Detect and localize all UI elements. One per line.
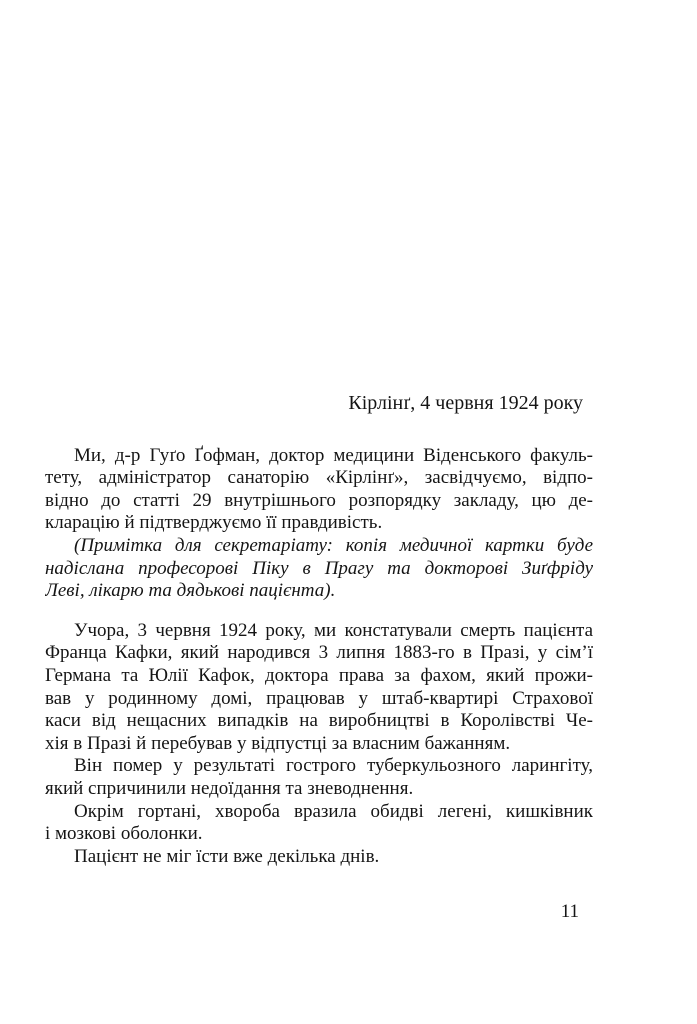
text-line: Германа та Юлії Кафок, доктора права за фахом, який прожи- [45, 664, 593, 686]
text-line: кларацію й підтверджуємо її правдивість. [45, 512, 383, 534]
page-number: 11 [560, 901, 579, 922]
body-text [45, 445, 593, 869]
paragraph [45, 535, 593, 603]
text-line: Він помер у результаті гострого туберкульозного ларингіту, [74, 755, 593, 777]
text-column [45, 392, 593, 868]
text-line: тету, адміністратор санаторію «Кірлінґ», засвідчуємо, відпо- [45, 467, 593, 489]
paragraph [45, 620, 593, 756]
text-line: Учора, 3 червня 1924 року, ми констатували смерть пацієнта [74, 619, 593, 641]
text-line: (Примітка для секретаріату: копія медичної картки буде [74, 534, 593, 556]
text-line: Леві, лікарю та дядькові пацієнта). [45, 580, 336, 602]
text-line: який спричинили недоїдання та зневоднення. [45, 777, 414, 799]
dateline: Кірлінґ, 4 червня 1924 року [348, 392, 583, 414]
paragraph [45, 755, 593, 800]
paragraph [45, 801, 593, 846]
text-line: Пацієнт не міг їсти вже декілька днів. [74, 845, 380, 867]
paragraph [45, 445, 593, 535]
text-line: Окрім гортані, хвороба вразила обидві легені, кишківник [74, 800, 593, 822]
text-line: надіслана професорові Піку в Прагу та докторові Зиґфріду [45, 557, 593, 579]
text-line: Ми, д-р Гуґо Ґофман, доктор медицини Віденського факуль- [74, 444, 593, 466]
text-line: Франца Кафки, який народився 3 липня 1883-го в Празі, у сім’ї [45, 642, 593, 664]
text-line: вав у родинному домі, працював у штаб-квартирі Страхової [45, 687, 593, 709]
paragraph [45, 846, 593, 869]
text-line: відно до статті 29 внутрішнього розпорядку закладу, цю де- [45, 489, 593, 511]
text-line: і мозкові оболонки. [45, 823, 203, 845]
text-line: каси від нещасних випадків на виробництві в Королівстві Че- [45, 710, 593, 732]
text-line: хія в Празі й перебував у відпустці за власним бажанням. [45, 732, 511, 754]
